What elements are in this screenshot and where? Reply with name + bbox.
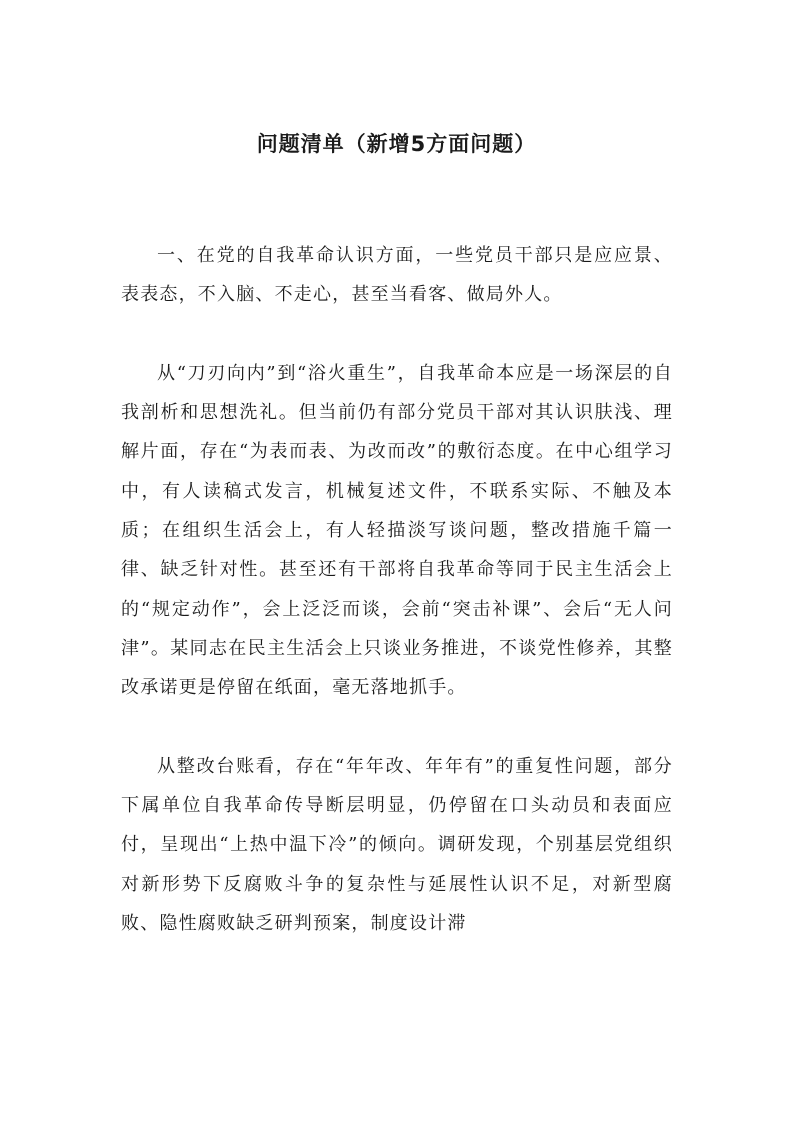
document-title: 问题清单（新增5方面问题） <box>256 132 537 156</box>
paragraph-3: 从整改台账看，存在“年年改、年年有”的重复性问题，部分下属单位自我革命传导断层明显，仍停留在口头动员和表面应付，呈现出“上热中温下冷”的倾向。调研发现，个别基层党组织对新形势下反腐败斗争的复杂性与延展性认识不足，对新型腐败、隐性腐败缺乏研判预案，制度设计滞 <box>121 755 673 935</box>
paragraph-1: 一、在党的自我革命认识方面，一些党员干部只是应应景、表表态，不入脑、不走心，甚至当看客、做局外人。 <box>121 245 673 306</box>
paragraph-spacer <box>121 315 673 354</box>
document-body <box>121 236 673 943</box>
paragraph-2: 从“刀刃向内”到“浴火重生”，自我革命本应是一场深层的自我剖析和思想洗礼。但当前仍有部分党员干部对其认识肤浅、理解片面，存在“为表而表、为改而改”的敷衍态度。在中心组学习中，有人读稿式发言，机械复述文件，不联系实际、不触及本质；在组织生活会上，有人轻描淡写谈问题，整改措施千篇一律、缺乏针对性。甚至还有干部将自我革命等同于民主生活会上的“规定动作”，会上泛泛而谈，会前“突击补课”、会后“无人问津”。某同志在民主生活会上只谈业务推进，不谈党性修养，其整改承诺更是停留在纸面，毫无落地抓手。 <box>121 362 673 699</box>
paragraph-spacer <box>121 708 673 747</box>
